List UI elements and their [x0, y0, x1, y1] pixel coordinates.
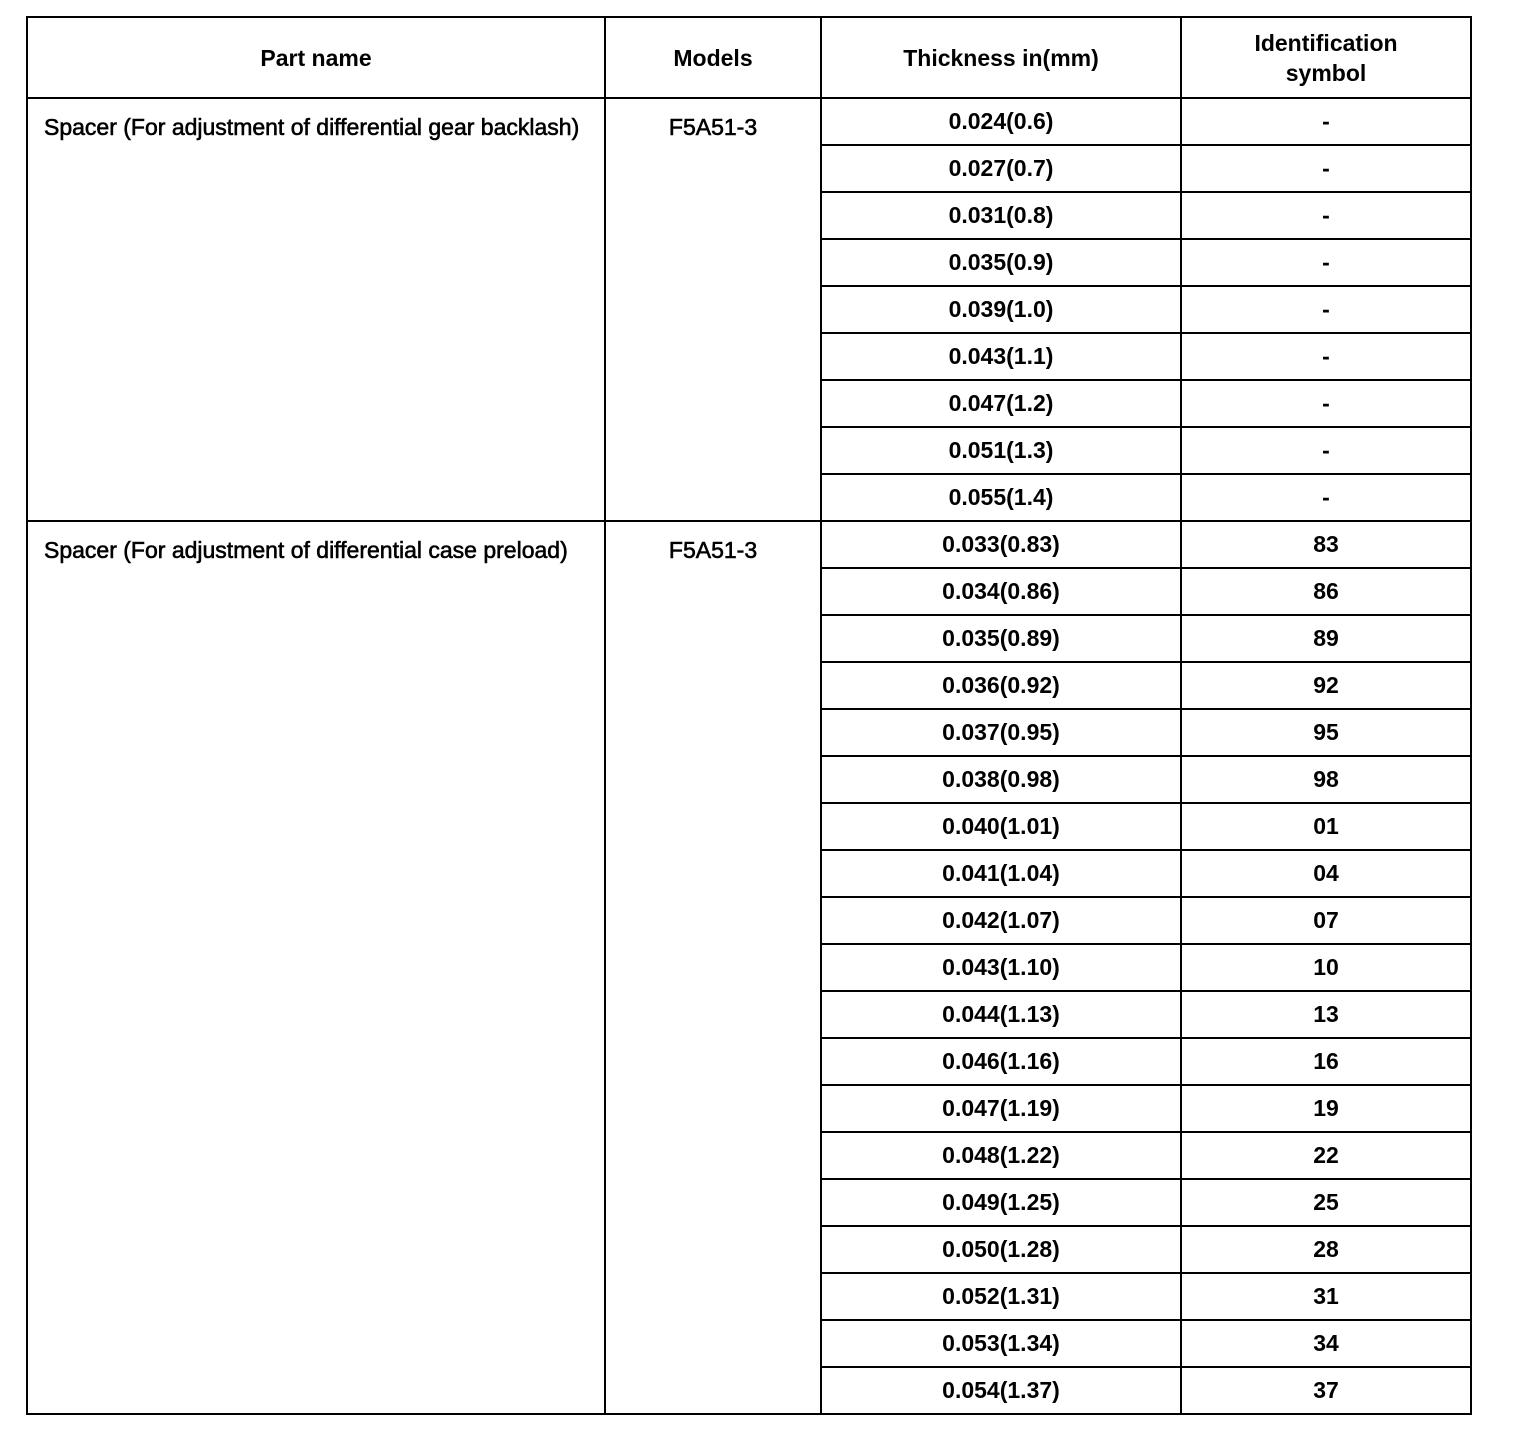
thickness-cell: 0.043(1.1)	[821, 333, 1181, 380]
thickness-cell: 0.055(1.4)	[821, 474, 1181, 521]
header-thickness: Thickness in(mm)	[821, 17, 1181, 98]
model-cell: F5A51-3	[605, 521, 821, 1414]
thickness-cell: 0.036(0.92)	[821, 662, 1181, 709]
header-identification-line1: Identification	[1254, 29, 1398, 56]
identification-symbol-cell: -	[1181, 427, 1471, 474]
thickness-cell: 0.048(1.22)	[821, 1132, 1181, 1179]
table-body	[27, 98, 1471, 1414]
identification-symbol-cell: 16	[1181, 1038, 1471, 1085]
identification-symbol-cell: 83	[1181, 521, 1471, 568]
thickness-cell: 0.034(0.86)	[821, 568, 1181, 615]
thickness-cell: 0.040(1.01)	[821, 803, 1181, 850]
thickness-cell: 0.041(1.04)	[821, 850, 1181, 897]
identification-symbol-cell: 01	[1181, 803, 1471, 850]
thickness-cell: 0.053(1.34)	[821, 1320, 1181, 1367]
thickness-cell: 0.047(1.2)	[821, 380, 1181, 427]
thickness-cell: 0.027(0.7)	[821, 145, 1181, 192]
identification-symbol-cell: 31	[1181, 1273, 1471, 1320]
identification-symbol-cell: 98	[1181, 756, 1471, 803]
table-row	[27, 98, 1471, 145]
model-cell: F5A51-3	[605, 98, 821, 521]
identification-symbol-cell: -	[1181, 239, 1471, 286]
header-row	[27, 17, 1471, 98]
thickness-cell: 0.024(0.6)	[821, 98, 1181, 145]
identification-symbol-cell: 89	[1181, 615, 1471, 662]
identification-symbol-cell: 10	[1181, 944, 1471, 991]
identification-symbol-cell: 37	[1181, 1367, 1471, 1414]
thickness-cell: 0.035(0.89)	[821, 615, 1181, 662]
part-name-cell: Spacer (For adjustment of differential gear backlash)	[27, 98, 605, 521]
identification-symbol-cell: -	[1181, 474, 1471, 521]
header-part-name: Part name	[27, 17, 605, 98]
table-header	[27, 17, 1471, 98]
identification-symbol-cell: 34	[1181, 1320, 1471, 1367]
thickness-cell: 0.054(1.37)	[821, 1367, 1181, 1414]
identification-symbol-cell: 25	[1181, 1179, 1471, 1226]
identification-symbol-cell: 22	[1181, 1132, 1471, 1179]
identification-symbol-cell: -	[1181, 380, 1471, 427]
header-identification-line2: symbol	[1285, 59, 1367, 86]
identification-symbol-cell: 95	[1181, 709, 1471, 756]
thickness-cell: 0.047(1.19)	[821, 1085, 1181, 1132]
thickness-cell: 0.046(1.16)	[821, 1038, 1181, 1085]
thickness-cell: 0.037(0.95)	[821, 709, 1181, 756]
thickness-cell: 0.033(0.83)	[821, 521, 1181, 568]
identification-symbol-cell: -	[1181, 286, 1471, 333]
thickness-cell: 0.052(1.31)	[821, 1273, 1181, 1320]
identification-symbol-cell: 04	[1181, 850, 1471, 897]
thickness-cell: 0.050(1.28)	[821, 1226, 1181, 1273]
identification-symbol-cell: -	[1181, 333, 1471, 380]
thickness-cell: 0.031(0.8)	[821, 192, 1181, 239]
header-identification-symbol	[1181, 17, 1471, 98]
thickness-cell: 0.038(0.98)	[821, 756, 1181, 803]
identification-symbol-cell: 13	[1181, 991, 1471, 1038]
thickness-cell: 0.042(1.07)	[821, 897, 1181, 944]
identification-symbol-cell: 07	[1181, 897, 1471, 944]
table-row	[27, 521, 1471, 568]
identification-symbol-cell: -	[1181, 98, 1471, 145]
thickness-cell: 0.043(1.10)	[821, 944, 1181, 991]
identification-symbol-cell: 92	[1181, 662, 1471, 709]
thickness-cell: 0.044(1.13)	[821, 991, 1181, 1038]
thickness-cell: 0.049(1.25)	[821, 1179, 1181, 1226]
identification-symbol-cell: -	[1181, 192, 1471, 239]
identification-symbol-cell: 19	[1181, 1085, 1471, 1132]
part-name-cell: Spacer (For adjustment of differential case preload)	[27, 521, 605, 1414]
thickness-cell: 0.039(1.0)	[821, 286, 1181, 333]
thickness-cell: 0.051(1.3)	[821, 427, 1181, 474]
header-models: Models	[605, 17, 821, 98]
thickness-cell: 0.035(0.9)	[821, 239, 1181, 286]
spacer-spec-table	[26, 16, 1472, 1415]
identification-symbol-cell: -	[1181, 145, 1471, 192]
identification-symbol-cell: 28	[1181, 1226, 1471, 1273]
identification-symbol-cell: 86	[1181, 568, 1471, 615]
